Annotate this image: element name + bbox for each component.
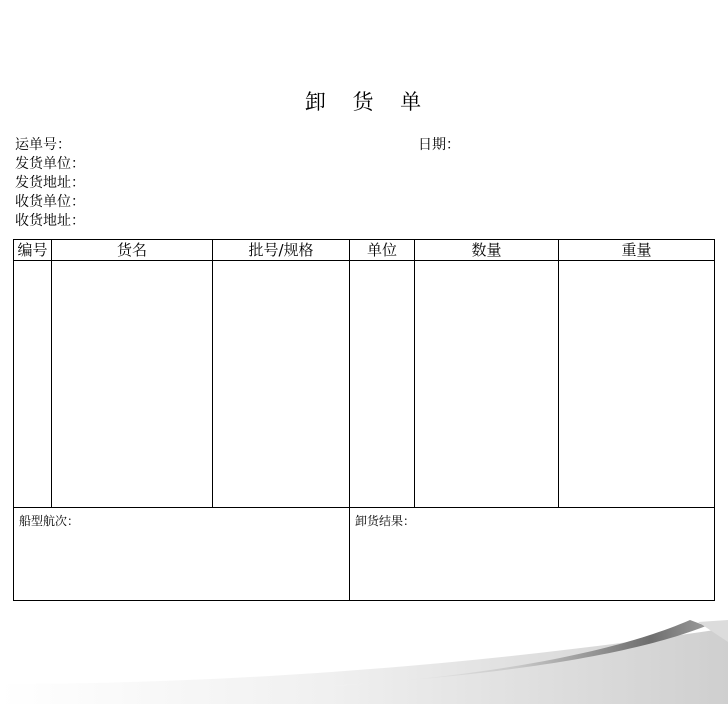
consignee-address-label: 收货地址： <box>15 213 85 229</box>
vessel-voyage-cell[interactable] <box>14 508 350 601</box>
shipper-address-label: 发货地址： <box>15 175 85 191</box>
header-batch-spec: 批号/规格 <box>213 240 350 261</box>
consignee-label: 收货单位： <box>15 194 85 210</box>
header-goods-name: 货名 <box>52 240 213 261</box>
table-footer-row <box>14 508 715 601</box>
page-curl-decoration <box>0 600 728 704</box>
unloading-table <box>13 239 715 601</box>
table-body-row <box>14 261 715 508</box>
shipper-label: 发货单位： <box>15 156 85 172</box>
weight-cell[interactable] <box>559 261 715 508</box>
header-weight: 重量 <box>559 240 715 261</box>
header-number: 编号 <box>14 240 52 261</box>
unit-cell[interactable] <box>350 261 415 508</box>
header-unit: 单位 <box>350 240 415 261</box>
batch-spec-cell[interactable] <box>213 261 350 508</box>
document-title: 卸 货 单 <box>304 90 432 114</box>
header-quantity: 数量 <box>415 240 559 261</box>
quantity-cell[interactable] <box>415 261 559 508</box>
date-label: 日期： <box>418 137 460 153</box>
unloading-result-cell[interactable] <box>350 508 715 601</box>
goods-name-cell[interactable] <box>52 261 213 508</box>
number-cell[interactable] <box>14 261 52 508</box>
vessel-voyage-label: 船型航次： <box>19 514 80 528</box>
waybill-no-label: 运单号： <box>15 137 71 153</box>
unloading-result-label: 卸货结果： <box>355 514 416 528</box>
table-header-row <box>14 240 715 261</box>
